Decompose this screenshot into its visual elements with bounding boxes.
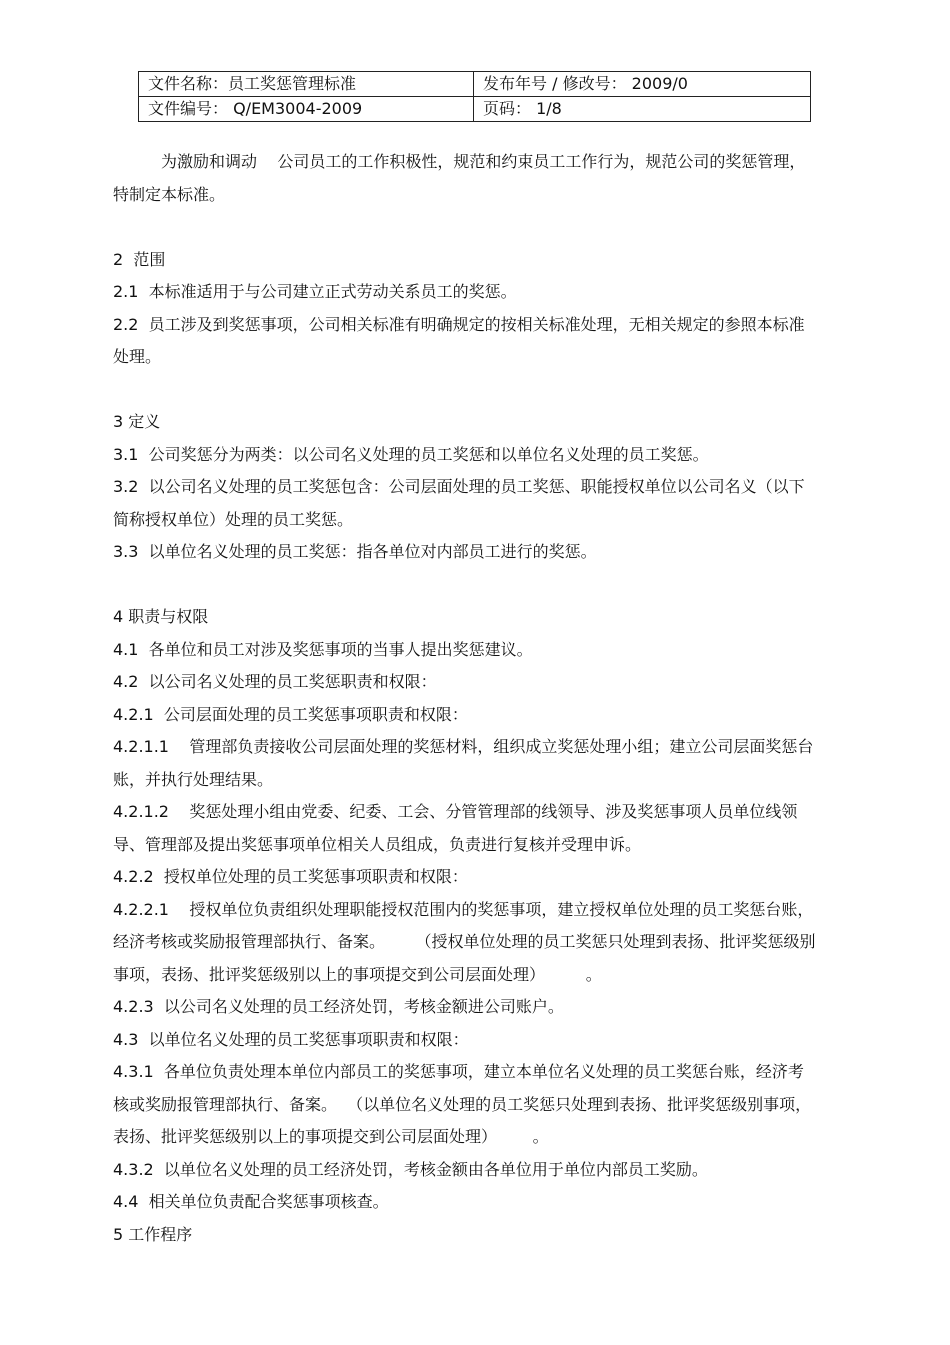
release-version-cell: 发布年号 / 修改号： 2009/0 — [474, 72, 811, 97]
header-row — [139, 72, 811, 97]
spacer — [113, 211, 818, 244]
clause-2-2: 2.2 员工涉及到奖惩事项，公司相关标准有明确规定的按相关标准处理，无相关规定的参照本标准处理。 — [113, 314, 805, 366]
clause-4-2-1-2: 4.2.1.2 奖惩处理小组由党委、纪委、工会、分管管理部的线领导、涉及奖惩事项人员单位线领导、管理部及提出奖惩事项单位相关人员组成，负责进行复核并受理申诉。 — [113, 802, 798, 854]
clause-4-3-1: 4.3.1 各单位负责处理本单位内部员工的奖惩事项，建立本单位名义处理的员工奖惩台账，经济考核或奖励报管理部执行、备案。 （以单位名义处理的员工奖惩只处理到表扬、批评奖惩级别事项，表扬、批评奖惩级别以上的事项提交到公司层面处理） 。 — [113, 1062, 812, 1146]
clause-4-4: 4.4 相关单位负责配合奖惩事项核查。 — [113, 1192, 389, 1211]
clause-4-2: 4.2 以公司名义处理的员工奖惩职责和权限： — [113, 672, 437, 691]
clause-3-2: 3.2 以公司名义处理的员工奖惩包含：公司层面处理的员工奖惩、职能授权单位以公司名义（以下简称授权单位）处理的员工奖惩。 — [113, 477, 805, 529]
clause-4-1: 4.1 各单位和员工对涉及奖惩事项的当事人提出奖惩建议。 — [113, 639, 533, 659]
clause-4-3: 4.3 以单位名义处理的员工奖惩事项职责和权限： — [113, 1029, 469, 1049]
clause-4-2-1-1: 4.2.1.1 管理部负责接收公司层面处理的奖惩材料，组织成立奖惩处理小组；建立公司层面奖惩台账，并执行处理结果。 — [113, 737, 814, 789]
clause-2-1: 2.1 本标准适用于与公司建立正式劳动关系员工的奖惩。 — [113, 282, 517, 301]
page-number-cell: 页码： 1/8 — [474, 97, 811, 122]
intro-paragraph: 为激励和调动 公司员工的工作积极性，规范和约束员工工作行为，规范公司的奖惩管理，特制定本标准。 — [113, 152, 806, 204]
section-5-title: 5 工作程序 — [113, 1224, 193, 1244]
document-header-table — [138, 71, 811, 122]
section-2-title: 2 范围 — [113, 249, 166, 269]
section-3-title: 3 定义 — [113, 412, 161, 431]
header-row — [139, 97, 811, 122]
section-4-title: 4 职责与权限 — [113, 607, 209, 626]
file-code-cell: 文件编号： Q/EM3004-2009 — [139, 97, 474, 122]
spacer — [113, 374, 818, 407]
clause-4-2-1: 4.2.1 公司层面处理的员工奖惩事项职责和权限： — [113, 704, 468, 724]
clause-3-3: 3.3 以单位名义处理的员工奖惩：指各单位对内部员工进行的奖惩。 — [113, 542, 597, 561]
clause-4-2-3: 4.2.3 以公司名义处理的员工经济处罚，考核金额进公司账户。 — [113, 997, 564, 1016]
file-name-cell: 文件名称：员工奖惩管理标准 — [139, 72, 474, 97]
clause-4-3-2: 4.3.2 以单位名义处理的员工经济处罚，考核金额由各单位用于单位内部员工奖励。 — [113, 1159, 708, 1179]
spacer — [113, 569, 818, 602]
clause-3-1: 3.1 公司奖惩分为两类：以公司名义处理的员工奖惩和以单位名义处理的员工奖惩。 — [113, 444, 709, 464]
document-body — [113, 146, 818, 1251]
clause-4-2-2: 4.2.2 授权单位处理的员工奖惩事项职责和权限： — [113, 867, 468, 886]
clause-4-2-2-1: 4.2.2.1 授权单位负责组织处理职能授权范围内的奖惩事项，建立授权单位处理的员工奖惩台账，经济考核或奖励报管理部执行、备案。 （授权单位处理的员工奖惩只处理到表扬、批评奖惩级别事项，表扬、批评奖惩级别以上的事项提交到公司层面处理） 。 — [113, 899, 816, 984]
